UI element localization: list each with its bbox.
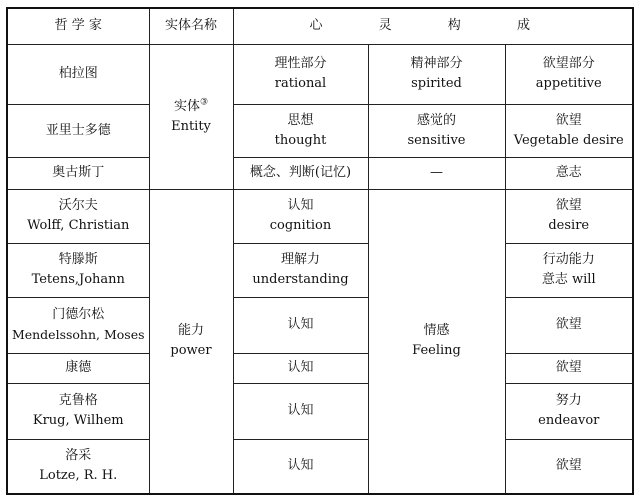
- aristotle-spirited: 感觉的 sensitive: [368, 104, 505, 157]
- philosopher-kant: 康德: [7, 353, 149, 383]
- tetens-appetitive: 行动能力 意志 will: [505, 243, 633, 297]
- header-entity-name: 实体名称: [149, 8, 233, 44]
- mendelssohn-appetitive: 欲望: [505, 297, 633, 353]
- lotze-rational: 认知: [233, 439, 368, 494]
- wolff-rational: 认知 cognition: [233, 189, 368, 243]
- row-wolff: [7, 189, 633, 243]
- krug-rational: 认知: [233, 383, 368, 439]
- philosopher-mendelssohn: 门德尔松 Mendelssohn, Moses: [7, 297, 149, 353]
- footnote-marker: ③: [199, 97, 209, 108]
- philosopher-lotze: 洛采 Lotze, R. H.: [7, 439, 149, 494]
- power-group-cell: 能力 power: [149, 189, 233, 494]
- tetens-rational: 理解力 understanding: [233, 243, 368, 297]
- row-tetens: [7, 243, 633, 297]
- subheader-rational: 理性部分 rational: [233, 44, 368, 104]
- subheader-spirited: 精神部分 spirited: [368, 44, 505, 104]
- wolff-appetitive: 欲望 desire: [505, 189, 633, 243]
- philosophers-mind-table: [6, 7, 634, 495]
- aristotle-rational: 思想 thought: [233, 104, 368, 157]
- row-kant: [7, 353, 633, 383]
- philosopher-tetens: 特滕斯 Tetens,Johann: [7, 243, 149, 297]
- header-philosopher: 哲 学 家: [7, 8, 149, 44]
- philosopher-augustine: 奥古斯丁: [7, 157, 149, 189]
- augustine-spirited: —: [368, 157, 505, 189]
- entity-group-cell: [149, 44, 233, 189]
- augustine-appetitive: 意志: [505, 157, 633, 189]
- row-lotze: [7, 439, 633, 494]
- mendelssohn-rational: 认知: [233, 297, 368, 353]
- row-plato: [7, 44, 633, 104]
- krug-appetitive: 努力 endeavor: [505, 383, 633, 439]
- entity-zh: 实体③: [173, 97, 209, 114]
- row-krug: [7, 383, 633, 439]
- aristotle-appetitive: 欲望 Vegetable desire: [505, 104, 633, 157]
- philosopher-wolff: 沃尔夫 Wolff, Christian: [7, 189, 149, 243]
- philosopher-krug: 克鲁格 Krug, Wilhem: [7, 383, 149, 439]
- entity-en: Entity: [171, 118, 211, 134]
- philosopher-plato: 柏拉图: [7, 44, 149, 104]
- augustine-rational: 概念、判断(记忆): [233, 157, 368, 189]
- row-mendelssohn: [7, 297, 633, 353]
- kant-rational: 认知: [233, 353, 368, 383]
- header-mind-composition: 心 灵 构 成: [233, 8, 633, 44]
- lotze-appetitive: 欲望: [505, 439, 633, 494]
- row-augustine: [7, 157, 633, 189]
- philosopher-aristotle: 亚里士多德: [7, 104, 149, 157]
- header-row: [7, 8, 633, 44]
- feeling-group-cell: 情感 Feeling: [368, 189, 505, 494]
- subheader-appetitive: 欲望部分 appetitive: [505, 44, 633, 104]
- row-aristotle: [7, 104, 633, 157]
- kant-appetitive: 欲望: [505, 353, 633, 383]
